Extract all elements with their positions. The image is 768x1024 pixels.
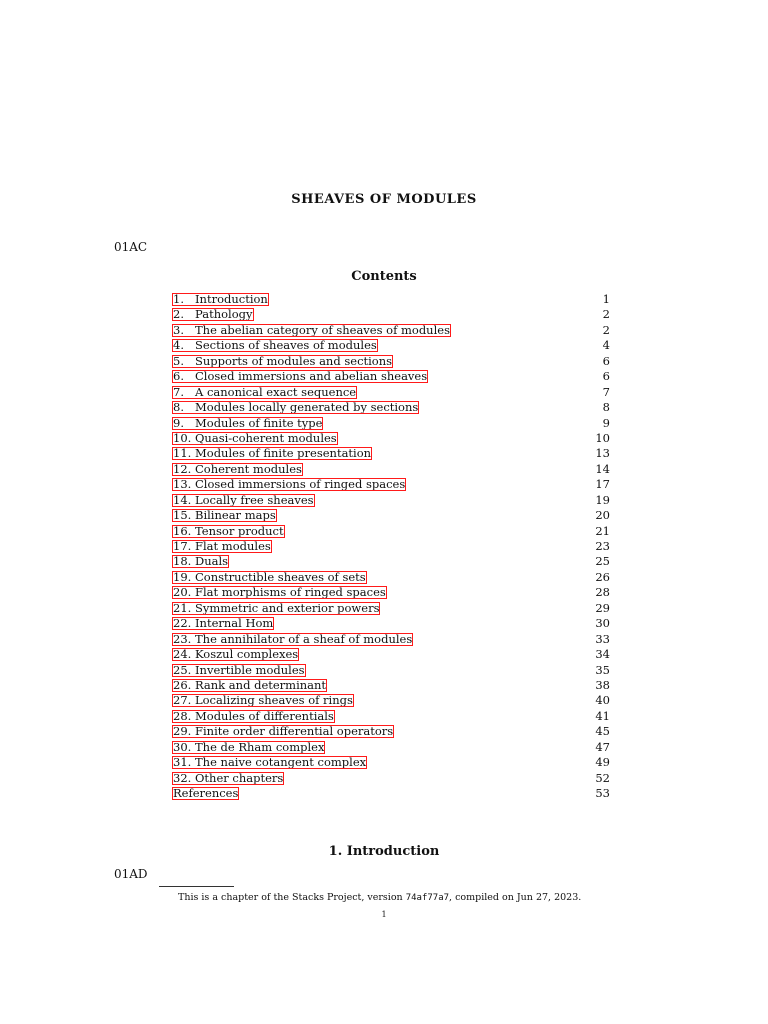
toc-row: [172, 554, 610, 569]
toc-row: [172, 431, 610, 446]
toc-number: 25.: [173, 662, 192, 677]
toc-label: Other chapters: [195, 770, 284, 785]
toc-link[interactable]: [172, 355, 393, 368]
toc-label: Locally free sheaves: [195, 492, 314, 507]
footnote-rule: [159, 886, 234, 887]
toc-page-number: 17: [595, 477, 610, 492]
toc-page-number: 41: [595, 708, 610, 723]
toc-link[interactable]: [172, 447, 372, 460]
toc-label: Sections of sheaves of modules: [195, 338, 377, 353]
toc-link[interactable]: [172, 525, 285, 538]
contents-heading: Contents: [351, 269, 417, 284]
toc-page-number: 30: [595, 616, 610, 631]
toc-link[interactable]: [172, 741, 325, 754]
toc-label: Quasi-coherent modules: [195, 430, 337, 445]
toc-page-number: 33: [595, 631, 610, 646]
toc-number: 16.: [173, 523, 192, 538]
toc-number: 23.: [173, 631, 192, 646]
toc-label: Modules of finite presentation: [195, 446, 372, 461]
toc-label: Coherent modules: [195, 461, 302, 476]
toc-label: Closed immersions of ringed spaces: [195, 477, 406, 492]
toc-page-number: 35: [595, 662, 610, 677]
toc-page-number: 6: [602, 353, 610, 368]
toc-link[interactable]: [172, 617, 274, 630]
toc-page-number: 13: [595, 446, 610, 461]
toc-page-number: 23: [595, 539, 610, 553]
toc-number: 2.: [173, 307, 184, 322]
toc-row: [172, 755, 610, 770]
toc-number: 24.: [173, 647, 192, 662]
toc-row: [172, 539, 610, 554]
toc-link[interactable]: [172, 540, 272, 553]
toc-row: [172, 354, 610, 369]
toc-link[interactable]: [172, 555, 229, 568]
toc-label: References: [173, 786, 239, 800]
toc-page-number: 7: [602, 384, 610, 399]
toc-row: [172, 601, 610, 616]
toc-number: 18.: [173, 554, 192, 569]
toc-number: 9.: [173, 415, 184, 430]
toc-label: Flat modules: [195, 539, 271, 553]
toc-number: 32.: [173, 770, 192, 785]
toc-link[interactable]: [172, 509, 277, 522]
toc-row: [172, 385, 610, 400]
toc-row: [172, 647, 610, 662]
toc-link[interactable]: [172, 494, 315, 507]
toc-number: 8.: [173, 400, 184, 415]
toc-label: Symmetric and exterior powers: [195, 600, 380, 615]
toc-page-number: 19: [595, 492, 610, 507]
toc-number: 4.: [173, 338, 184, 353]
toc-page-number: 53: [595, 786, 610, 800]
footnote-suffix: , compiled on Jun 27, 2023.: [449, 892, 582, 903]
toc-row: [172, 585, 610, 600]
toc-link[interactable]: [172, 602, 380, 615]
toc-number: 11.: [173, 446, 192, 461]
toc-label: Localizing sheaves of rings: [195, 693, 353, 708]
toc-link[interactable]: [172, 370, 428, 383]
toc-number: 3.: [173, 322, 184, 337]
toc-label: Modules of differentials: [195, 708, 334, 723]
toc-page-number: 26: [595, 569, 610, 584]
toc-label: Bilinear maps: [195, 508, 276, 523]
toc-link[interactable]: [172, 648, 299, 661]
toc-row: [172, 477, 610, 492]
toc-link[interactable]: [172, 772, 284, 785]
toc-page-number: 2: [602, 322, 610, 337]
toc-number: 13.: [173, 477, 192, 492]
toc-link[interactable]: [172, 571, 367, 584]
toc-link[interactable]: [172, 787, 239, 800]
toc-page-number: 21: [595, 523, 610, 538]
toc-label: Finite order differential operators: [195, 724, 394, 739]
toc-number: 22.: [173, 616, 192, 631]
toc-row: [172, 493, 610, 508]
toc-number: 14.: [173, 492, 192, 507]
toc-page-number: 52: [595, 770, 610, 785]
toc-row: [172, 678, 610, 693]
toc-label: Supports of modules and sections: [195, 353, 393, 368]
toc-label: Constructible sheaves of sets: [195, 569, 366, 584]
toc-page-number: 49: [595, 755, 610, 770]
toc-row: [172, 709, 610, 724]
toc-row: [172, 338, 610, 353]
toc-row: [172, 786, 610, 801]
toc-link[interactable]: [172, 756, 367, 769]
toc-row: [172, 369, 610, 384]
chapter-title: SHEAVES OF MODULES: [291, 192, 477, 207]
toc-label: Invertible modules: [195, 662, 305, 677]
toc-page-number: 9: [602, 415, 610, 430]
toc-label: Pathology: [195, 307, 253, 322]
toc-page-number: 6: [602, 369, 610, 384]
toc-label: Duals: [195, 554, 229, 569]
toc-number: 12.: [173, 461, 192, 476]
toc-page-number: 10: [595, 430, 610, 445]
toc-page-number: 8: [602, 400, 610, 415]
toc-label: Modules of finite type: [195, 415, 323, 430]
toc-number: 19.: [173, 569, 192, 584]
toc-label: Rank and determinant: [195, 677, 327, 692]
toc-row: [172, 508, 610, 523]
toc-row: [172, 740, 610, 755]
toc-link[interactable]: [172, 308, 254, 321]
toc-row: [172, 400, 610, 415]
toc-label: Tensor product: [195, 523, 284, 538]
toc-row: [172, 323, 610, 338]
toc-link[interactable]: [172, 324, 451, 337]
toc-label: A canonical exact sequence: [195, 384, 357, 399]
toc-link[interactable]: [172, 664, 306, 677]
footnote-prefix: This is a chapter of the Stacks Project, version: [178, 892, 406, 903]
toc-link[interactable]: [172, 386, 357, 399]
toc-link[interactable]: [172, 463, 303, 476]
toc-number: 27.: [173, 693, 192, 708]
toc-page-number: 1: [602, 292, 610, 306]
toc-page-number: 14: [595, 461, 610, 476]
toc-row: [172, 446, 610, 461]
toc-row: [172, 292, 610, 307]
toc-label: Koszul complexes: [195, 647, 299, 662]
toc-number: 17.: [173, 539, 192, 553]
toc-link[interactable]: [172, 694, 354, 707]
toc-row: [172, 693, 610, 708]
toc-row: [172, 307, 610, 322]
toc-label: The naive cotangent complex: [195, 755, 367, 770]
toc-page-number: 20: [595, 508, 610, 523]
toc-label: The abelian category of sheaves of modules: [195, 322, 450, 337]
toc-page-number: 2: [602, 307, 610, 322]
toc-label: The annihilator of a sheaf of modules: [195, 631, 413, 646]
toc-label: Modules locally generated by sections: [195, 400, 419, 415]
toc-label: The de Rham complex: [195, 739, 325, 754]
toc-row: [172, 771, 610, 786]
toc-label: Flat morphisms of ringed spaces: [195, 585, 386, 600]
toc-label: Internal Hom: [195, 616, 274, 631]
tag-label[interactable]: 01AD: [114, 867, 148, 881]
toc-page-number: 45: [595, 724, 610, 739]
toc-number: 21.: [173, 600, 192, 615]
footnote: [178, 892, 581, 903]
toc-number: 10.: [173, 430, 192, 445]
toc-page-number: 47: [595, 739, 610, 754]
toc-number: 20.: [173, 585, 192, 600]
toc-row: [172, 524, 610, 539]
page-number: 1: [381, 910, 387, 919]
toc-page-number: 28: [595, 585, 610, 600]
toc-row: [172, 616, 610, 631]
toc-link[interactable]: [172, 417, 323, 430]
toc-number: 29.: [173, 724, 192, 739]
toc-row: [172, 663, 610, 678]
footnote-version: 74af77a7: [405, 893, 450, 903]
toc-link[interactable]: [172, 339, 378, 352]
toc-link[interactable]: [172, 293, 269, 306]
toc-link[interactable]: [172, 432, 338, 445]
toc-link[interactable]: [172, 710, 335, 723]
toc-page-number: 25: [595, 554, 610, 569]
toc-page-number: 4: [602, 338, 610, 353]
toc-row: [172, 416, 610, 431]
toc-number: 7.: [173, 384, 184, 399]
toc-label: Closed immersions and abelian sheaves: [195, 369, 428, 384]
toc-link[interactable]: [172, 725, 394, 738]
section-heading: 1. Introduction: [328, 844, 440, 859]
toc-page-number: 34: [595, 647, 610, 662]
toc-link[interactable]: [172, 679, 327, 692]
toc-number: 5.: [173, 353, 184, 368]
toc-number: 31.: [173, 755, 192, 770]
toc-number: 1.: [173, 292, 184, 306]
tag-label[interactable]: 01AC: [114, 240, 148, 254]
toc-number: 26.: [173, 677, 192, 692]
toc-link[interactable]: [172, 478, 406, 491]
toc-number: 15.: [173, 508, 192, 523]
toc-number: 30.: [173, 739, 192, 754]
toc-row: [172, 462, 610, 477]
toc-number: 6.: [173, 369, 184, 384]
toc-row: [172, 724, 610, 739]
toc-page-number: 29: [595, 600, 610, 615]
toc-page-number: 38: [595, 677, 610, 692]
toc-row: [172, 570, 610, 585]
toc-link[interactable]: [172, 586, 387, 599]
toc-row: [172, 632, 610, 647]
toc-label: Introduction: [195, 292, 268, 306]
toc-link[interactable]: [172, 401, 419, 414]
toc-link[interactable]: [172, 633, 413, 646]
table-of-contents: [172, 292, 610, 801]
toc-number: 28.: [173, 708, 192, 723]
toc-page-number: 40: [595, 693, 610, 708]
